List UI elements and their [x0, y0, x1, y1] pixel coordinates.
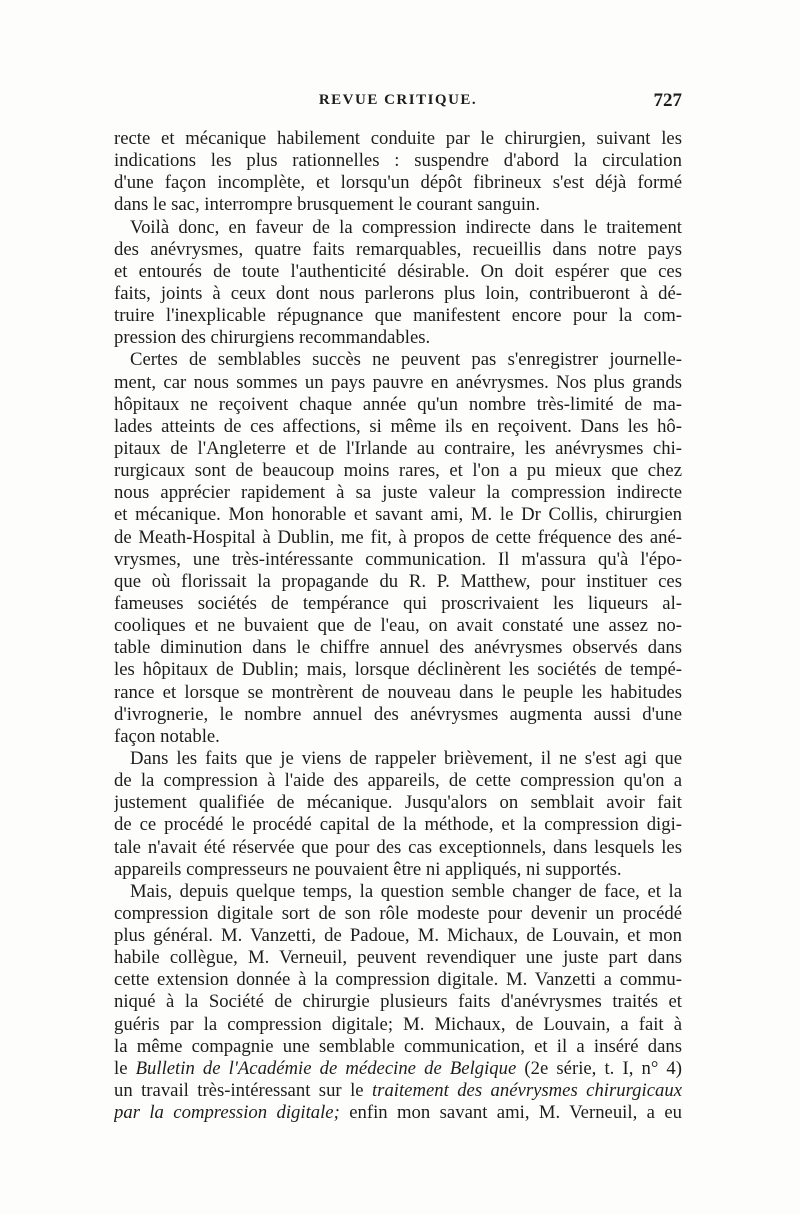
text-line: et entourés de toute l'authenticité désirable. On doit espérer que ces: [114, 260, 682, 282]
text-line: que où florissait la propagande du R. P. Matthew, pour instituer ces: [114, 570, 682, 592]
text-line: de la compression à l'aide des appareils, de cette compression qu'on a: [114, 770, 682, 792]
text-line: cette extension donnée à la compression digitale. M. Vanzetti a commu-: [114, 969, 682, 991]
text-line: compression digitale sort de son rôle modeste pour devenir un procédé: [114, 902, 682, 924]
page-header: [114, 92, 682, 118]
text-line: lades atteints de ces affections, si même ils en reçoivent. Dans les hô-: [114, 415, 682, 437]
text-line: fameuses sociétés de tempérance qui proscrivaient les liqueurs al-: [114, 592, 682, 614]
text-line: tale n'avait été réservée que pour des cas exceptionnels, dans lesquels les: [114, 836, 682, 858]
text-line-with-italic: [114, 1058, 682, 1080]
text-line: faits, joints à ceux dont nous parlerons plus loin, contribueront à dé-: [114, 282, 682, 304]
line-text-roman: enfin mon savant ami, M. Verneuil, a eu: [339, 1102, 682, 1124]
text-line: d'ivrognerie, le nombre annuel des anévrysmes augmenta aussi d'une: [114, 703, 682, 725]
text-line: des anévrysmes, quatre faits remarquables, recueillis dans notre pays: [114, 238, 682, 260]
text-line: de ce procédé le procédé capital de la méthode, et la compression digi-: [114, 814, 682, 836]
line-text-roman: (2e série, t. I, n° 4): [516, 1057, 682, 1079]
text-line: la même compagnie une semblable communication, et il a inséré dans: [114, 1035, 682, 1057]
text-line: et mécanique. Mon honorable et savant ami, M. le Dr Collis, chirurgien: [114, 504, 682, 526]
text-line: plus général. M. Vanzetti, de Padoue, M. Michaux, de Louvain, et mon: [114, 925, 682, 947]
text-line: habile collègue, M. Verneuil, peuvent revendiquer une juste part dans: [114, 947, 682, 969]
text-line: justement qualifiée de mécanique. Jusqu'alors on semblait avoir fait: [114, 792, 682, 814]
text-line: pitaux de l'Angleterre et de l'Irlande au contraire, les anévrysmes chi-: [114, 437, 682, 459]
text-line: nous apprécier rapidement à sa juste valeur la compression indirecte: [114, 482, 682, 504]
text-line-with-italic: [114, 1102, 682, 1124]
page-number: 727: [653, 90, 682, 111]
line-text-italic: Bulletin de l'Académie de médecine de Belgique: [135, 1057, 517, 1079]
text-line: table diminution dans le chiffre annuel des anévrysmes observés dans: [114, 637, 682, 659]
text-line: dans le sac, interrompre brusquement le courant sanguin.: [114, 194, 541, 216]
text-line: rance et lorsque se montrèrent de nouveau dans le peuple les habitudes: [114, 681, 682, 703]
text-line: vrysmes, une très-intéressante communication. Il m'assura qu'à l'épo-: [114, 548, 682, 570]
line-text-roman: le: [114, 1057, 136, 1079]
text-line: cooliques et ne buvaient que de l'eau, on avait constaté une assez no-: [114, 615, 682, 637]
running-title: REVUE CRITIQUE.: [318, 92, 478, 108]
text-line: pression des chirurgiens recommandables.: [114, 327, 431, 349]
text-line: d'une façon incomplète, et lorsqu'un dépôt fibrineux s'est déjà formé: [114, 172, 682, 194]
line-text-roman: un travail très-intéressant sur le: [114, 1080, 372, 1102]
text-line: indications les plus rationnelles : suspendre d'abord la circulation: [114, 150, 682, 172]
body-text: [114, 128, 682, 1124]
line-text-italic: traitement des anévrysmes chirurgicaux: [371, 1080, 682, 1102]
text-line: les hôpitaux de Dublin; mais, lorsque déclinèrent les sociétés de tempé-: [114, 659, 682, 681]
text-line: truire l'inexplicable répugnance que manifestent encore pour la com-: [114, 305, 682, 327]
text-line: appareils compresseurs ne pouvaient être ni appliqués, ni supportés.: [114, 858, 622, 880]
text-line: recte et mécanique habilement conduite par le chirurgien, suivant les: [114, 128, 682, 149]
paragraph-start-line: Certes de semblables succès ne peuvent pas s'enregistrer journelle-: [130, 349, 682, 371]
text-line: de Meath-Hospital à Dublin, me fit, à propos de cette fréquence des ané-: [114, 526, 682, 548]
text-line: rurgicaux sont de beaucoup moins rares, et l'on a pu mieux que chez: [114, 460, 682, 482]
text-line: hôpitaux ne reçoivent chaque année qu'un nombre très-limité de ma-: [114, 393, 682, 415]
text-line: niqué à la Société de chirurgie plusieurs faits d'anévrysmes traités et: [114, 991, 682, 1013]
paragraph-start-line: Dans les faits que je viens de rappeler brièvement, il ne s'est agi que: [130, 747, 682, 769]
text-line: ment, car nous sommes un pays pauvre en anévrysmes. Nos plus grands: [114, 371, 682, 393]
text-line-with-italic: [114, 1080, 682, 1102]
paragraph-start-line: Mais, depuis quelque temps, la question semble changer de face, et la: [130, 880, 682, 902]
paragraph-start-line: Voilà donc, en faveur de la compression indirecte dans le traitement: [130, 216, 682, 238]
text-line: guéris par la compression digitale; M. Michaux, de Louvain, a fait à: [114, 1013, 682, 1035]
line-text-italic: par la compression digitale;: [114, 1102, 340, 1124]
text-line: façon notable.: [114, 725, 220, 747]
